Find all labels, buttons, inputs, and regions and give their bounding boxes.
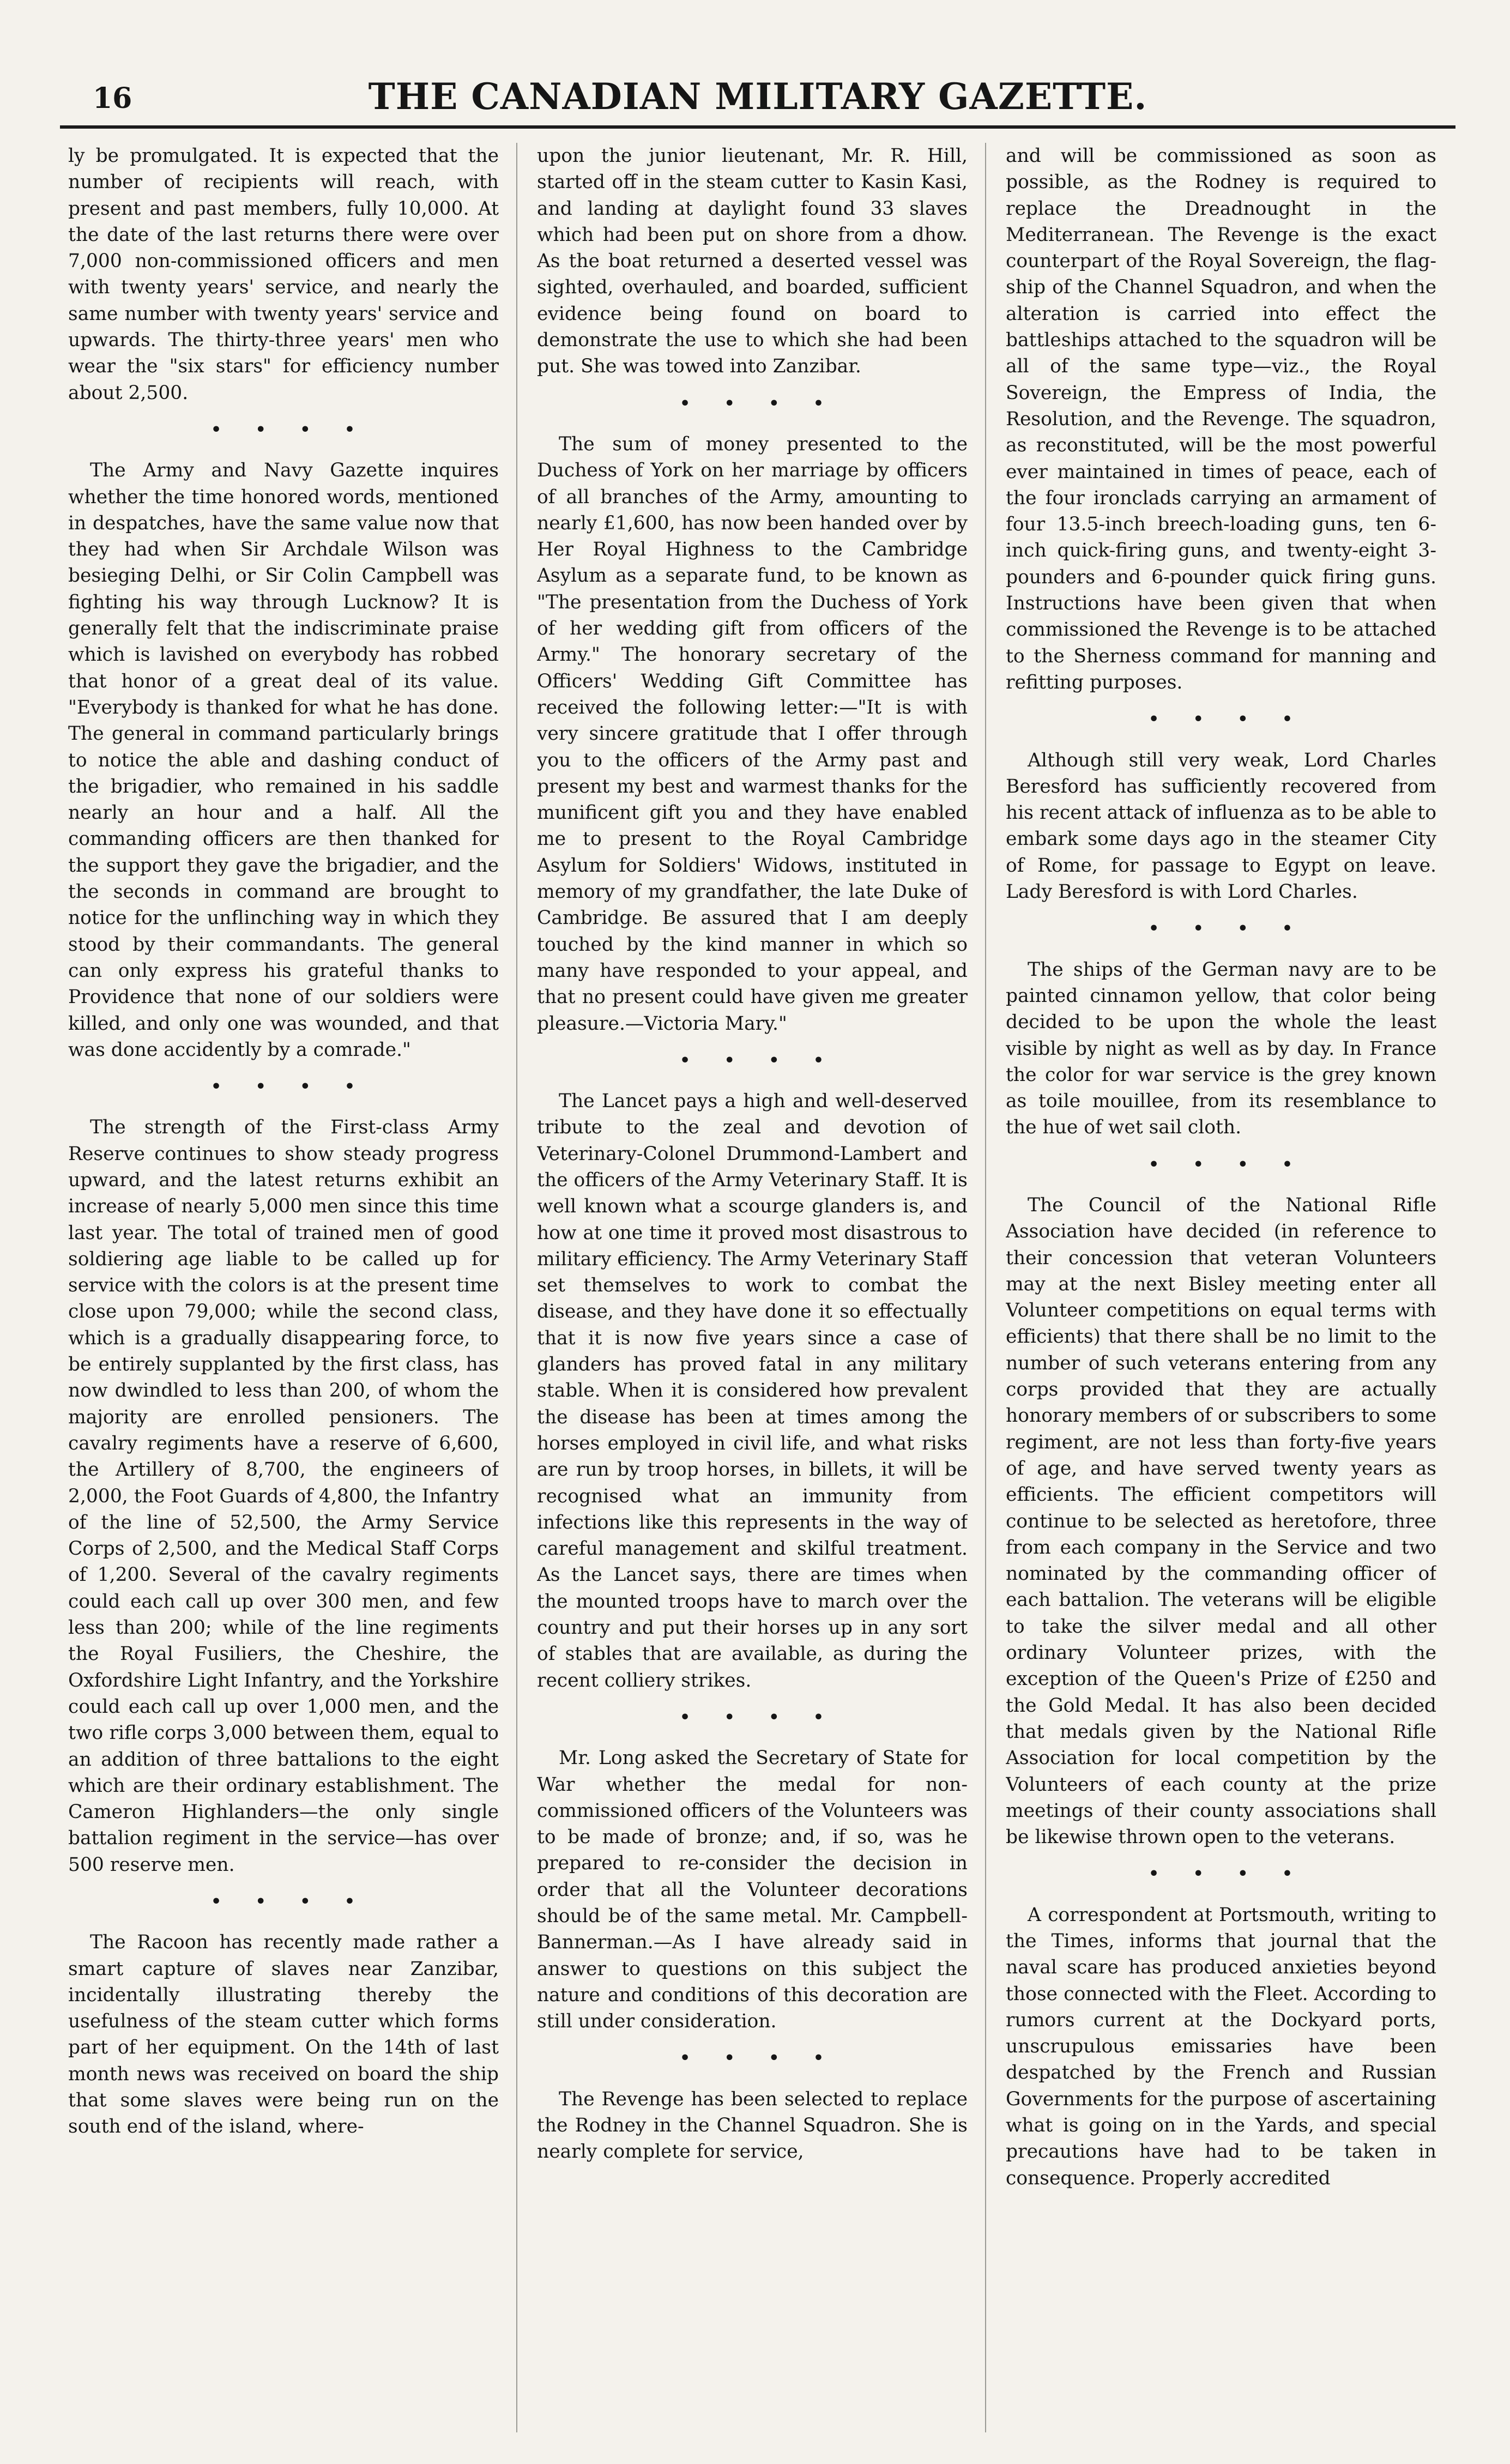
section-separator: • • • • (1148, 1864, 1307, 1884)
article-paragraph: upon the junior lieutenant, Mr. R. Hill, started off in the steam cutter to Kasin Kasi, and landing at daylight found 33 slaves which had been put on shore from a dhow. As the boat returned a deserted vessel was sighted, overhauled, and boarded, sufficient evidence being found on board to demonstrate the use to which she had been put. She was towed into Zanzibar. (537, 145, 968, 378)
section-separator: • • • • (1148, 919, 1307, 939)
column-3 (1006, 143, 1436, 2432)
column-separator (516, 143, 517, 2432)
section-separator: • • • • (210, 1077, 370, 1097)
header-rule (60, 125, 1455, 129)
column-1 (68, 143, 499, 2432)
article-paragraph: The strength of the First-class Army Reserve continues to show steady progress upward, and the latest returns exhibit an increase of nearly 5,000 men since this time last year. The total of trained men of good soldiering age liable to be called up for service with the colors is at the present time close upon 79,000; while the second class, which is a gradually disappearing force, to be entirely supplanted by the first class, has now dwindled to less than 200, of whom the majority are enrolled pensioners. The cavalry regiments have a reserve of 6,600, the Artillery of 8,700, the engineers of 2,000, the Foot Guards of 4,800, the Infantry of the line of 52,500, the Army Service Corps of 2,500, and the Medical Staff Corps of 1,200. Several of the cavalry regiments could each call up over 300 men, and few less than 200; while of the line regiments the Royal Fusiliers, the Cheshire, the Oxfordshire Light Infantry, and the Yorkshire could each call up over 1,000 men, and the two rifle corps 3,000 between them, equal to an addition of three battalions to the eight which are their ordinary establishment. The Cameron Highlanders—the only single battalion regiment in the service—has over 500 reserve men. (68, 1116, 499, 1876)
article-paragraph: The ships of the German navy are to be painted cinnamon yellow, that color being decided to be upon the whole the least visible by night as well as by day. In France the color for war service is the grey known as toile mouillee, from its resemblance to the hue of wet sail cloth. (1006, 958, 1436, 1139)
section-separator: • • • • (679, 1707, 838, 1727)
section-separator: • • • • (210, 420, 370, 439)
section-separator: • • • • (1148, 710, 1307, 729)
column-2 (537, 143, 968, 2432)
article-paragraph: The Army and Navy Gazette inquires whether the time honored words, mentioned in despatches, have the same value now that they had when Sir Archdale Wilson was besieging Delhi, or Sir Colin Campbell was fighting his way through Lucknow? It is generally felt that the indiscriminate praise which is lavished on everybody has robbed that honor of a great deal of its value. "Everybody is thanked for what he has done. The general in command particularly brings to notice the able and dashing conduct of the brigadier, who remained in his saddle nearly an hour and a half. All the commanding officers are then thanked for the support they gave the brigadier, and the the seconds in command are brought to notice for the unflinching way in which they stood by their commandants. The general can only express his grateful thanks to Providence that none of our soldiers were killed, and only one was wounded, and that was done accidently by a comrade." (68, 460, 499, 1061)
masthead-title: THE CANADIAN MILITARY GAZETTE. (368, 75, 1147, 118)
article-paragraph: and will be commissioned as soon as possible, as the Rodney is required to replace the Dreadnought in the Mediterranean. The Revenge is the exact counterpart of the Royal Sovereign, the flag-ship of the Channel Squadron, and when the alteration is carried into effect the battleships attached to the squadron will be all of the same type—viz., the Royal Sovereign, the Empress of India, the Resolution, and the Revenge. The squadron, as reconstituted, will be the most powerful ever maintained in times of peace, each of the four ironclads carrying an armament of four 13.5-inch breech-loading guns, ten 6-inch quick-firing guns, and twenty-eight 3-pounders and 6-pounder quick firing guns. Instructions have been given that when commissioned the Revenge is to be attached to the Sherness command for manning and refitting purposes. (1006, 145, 1436, 693)
article-paragraph: The Revenge has been selected to replace the Rodney in the Channel Squadron. She is nearly complete for service, (537, 2088, 968, 2163)
article-paragraph: Mr. Long asked the Secretary of State for War whether the medal for non-commissioned officers of the Volunteers was to be made of bronze; and, if so, was he prepared to re-consider the decision in order that all the Volunteer decorations should be of the same metal. Mr. Campbell-Bannerman.—As I have already said in answer to questions on this subject the nature and conditions of this decoration are still under consideration. (537, 1747, 968, 2033)
article-paragraph: The sum of money presented to the Duchess of York on her marriage by officers of all branches of the Army, amounting to nearly £1,600, has now been handed over by Her Royal Highness to the Cambridge Asylum as a separate fund, to be known as "The presentation from the Duchess of York of her wedding gift from officers of the Army." The honorary secretary of the Officers' Wedding Gift Committee has received the following letter:—"It is with very sincere gratitude that I offer through you to the officers of the Army past and present my best and warmest thanks for the munificent gift you and they have enabled me to present to the Royal Cambridge Asylum for Soldiers' Widows, instituted in memory of my grandfather, the late Duke of Cambridge. Be assured that I am deeply touched by the kind manner in which so many have responded to your appeal, and that no present could have given me greater pleasure.—Victoria Mary." (537, 433, 968, 1035)
page-number: 16 (93, 82, 132, 115)
section-separator: • • • • (210, 1892, 370, 1911)
section-separator: • • • • (679, 1050, 838, 1070)
page-header (60, 65, 1455, 125)
article-paragraph: ly be promulgated. It is expected that the number of recipients will reach, with present and past members, fully 10,000. At the date of the last returns there were over 7,000 non-commissioned officers and men with twenty years' service, and nearly the same number with twenty years' service and upwards. The thirty-three years' men who wear the "six stars" for efficiency number about 2,500. (68, 145, 499, 404)
article-paragraph: The Lancet pays a high and well-deserved tribute to the zeal and devotion of Veterinary-Colonel Drummond-Lambert and the officers of the Army Veterinary Staff. It is well known what a scourge glanders is, and how at one time it proved most disastrous to military efficiency. The Army Veterinary Staff set themselves to work to combat the disease, and they have done it so effectually that it is now five years since a case of glanders has proved fatal in any military stable. When it is considered how prevalent the disease has been at times among the horses employed in civil life, and what risks are run by troop horses, in billets, it will be recognised what an immunity from infections like this represents in the way of careful management and skilful treatment. As the Lancet says, there are times when the mounted troops have to march over the country and put their horses up in any sort of stables that are available, as during the recent colliery strikes. (537, 1090, 968, 1692)
article-paragraph: The Racoon has recently made rather a smart capture of slaves near Zanzibar, incidentally illustrating thereby the usefulness of the steam cutter which forms part of her equipment. On the 14th of last month news was received on board the ship that some slaves were being run on the south end of the island, where- (68, 1931, 499, 2138)
section-separator: • • • • (679, 2049, 838, 2068)
section-separator: • • • • (1148, 1155, 1307, 1174)
article-paragraph: Although still very weak, Lord Charles Beresford has sufficiently recovered from his recent attack of influenza as to be able to embark some days ago in the steamer City of Rome, for passage to Egypt on leave. Lady Beresford is with Lord Charles. (1006, 749, 1436, 903)
column-separator (985, 143, 986, 2432)
section-separator: • • • • (679, 394, 838, 413)
article-paragraph: The Council of the National Rifle Association have decided (in reference to their concession that veteran Volunteers may at the next Bisley meeting enter all Volunteer competitions on equal terms with efficients) that there shall be no limit to the number of such veterans entering from any corps provided that they are actually honorary members of or subscribers to some regiment, are not less than forty-five years of age, and have served twenty years as efficients. The efficient competitors will continue to be selected as heretofore, three from each company in the Service and two nominated by the commanding officer of each battalion. The veterans will be eligible to take the silver medal and all other ordinary Volunteer prizes, with the exception of the Queen's Prize of £250 and the Gold Medal. It has also been decided that medals given by the National Rifle Association for local competition by the Volunteers of each county at the prize meetings of their county associations shall be likewise thrown open to the veterans. (1006, 1194, 1436, 1849)
article-paragraph: A correspondent at Portsmouth, writing to the Times, informs that journal that the naval scare has produced anxieties beyond those connected with the Fleet. According to rumors current at the Dockyard ports, unscrupulous emissaries have been despatched by the French and Russian Governments for the purpose of ascertaining what is going on in the Yards, and special precautions have had to be taken in consequence. Properly accredited (1006, 1904, 1436, 2189)
